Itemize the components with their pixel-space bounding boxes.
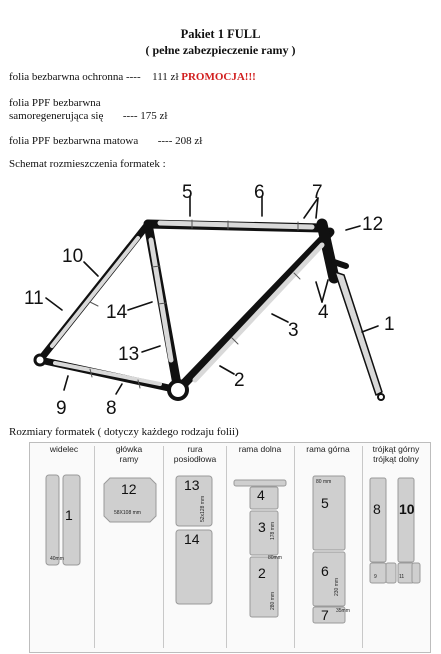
dimension: 80 mm: [316, 479, 332, 485]
dimension: 11: [399, 574, 405, 580]
sizes-title: Rozmiary formatek ( dotyczy każdego rodzaju folii): [9, 426, 239, 438]
piece-label: 1: [65, 507, 73, 523]
dimension: 80mm: [268, 555, 282, 561]
piece-label: 13: [184, 477, 200, 493]
frame-number: 4: [318, 302, 329, 323]
piece-label: 3: [258, 519, 266, 535]
piece-label: 14: [184, 531, 200, 547]
frame-number: 9: [56, 398, 67, 419]
page-title: Pakiet 1 FULL: [180, 27, 261, 41]
option-ppf-price: ---- 175 zł: [122, 110, 168, 122]
frame-number: 11: [24, 288, 44, 309]
dimension: 230 mm: [334, 577, 340, 596]
option-clear-label: folia bezbarwna ochronna ----: [9, 71, 141, 83]
col-top-label: rama górna: [306, 444, 350, 454]
piece-label: 6: [321, 563, 329, 579]
option-clear-price: 111 zł: [152, 71, 179, 83]
dimension: 35mm: [336, 608, 350, 614]
option-matte-price: ---- 208 zł: [157, 135, 203, 147]
dimension: 58X108 mm: [114, 510, 141, 516]
piece-label: 4: [257, 487, 265, 503]
frame-number: 7: [312, 182, 323, 203]
frame-number: 14: [106, 302, 128, 323]
frame-number: 10: [62, 246, 84, 267]
frame-number: 5: [182, 182, 193, 203]
frame-number: 8: [106, 398, 117, 419]
frame-number: 13: [118, 344, 140, 365]
dimension: 52x128 mm: [200, 495, 206, 522]
col-head-label: główka ramy: [115, 444, 143, 464]
piece-label: 5: [321, 495, 329, 511]
promo-badge: PROMOCJA!!!: [181, 71, 256, 83]
frame-number: 1: [384, 314, 395, 335]
schema-title: Schemat rozmieszczenia formatek :: [9, 158, 166, 170]
option-ppf-line2: samoregenerująca się: [9, 110, 104, 122]
page-subtitle: ( pełne zabezpieczenie ramy ): [145, 43, 296, 57]
option-matte-label: folia PPF bezbarwna matowa: [9, 135, 139, 147]
piece-label: 2: [258, 565, 266, 581]
col-triangle-label: trójkąt górny trójkąt dolny: [372, 444, 420, 464]
dimension: 280 mm: [270, 591, 276, 610]
frame-number: 3: [288, 320, 299, 341]
piece-label: 10: [399, 501, 415, 517]
option-ppf-line1: folia PPF bezbarwna: [9, 97, 101, 109]
piece-label: 7: [321, 607, 329, 623]
dimension: 9: [374, 574, 377, 580]
frame-number: 6: [254, 182, 265, 203]
piece-label: 12: [121, 481, 137, 497]
col-fork-label: widelec: [49, 444, 79, 454]
col-down-label: rama dolna: [238, 444, 282, 454]
dimension: 178 mm: [270, 521, 276, 540]
dimension: 40mm: [50, 556, 64, 562]
frame-number: 2: [234, 370, 245, 391]
frame-number: 12: [362, 214, 384, 235]
col-seat-label: rura posiodłowa: [173, 444, 217, 464]
piece-label: 8: [373, 501, 381, 517]
